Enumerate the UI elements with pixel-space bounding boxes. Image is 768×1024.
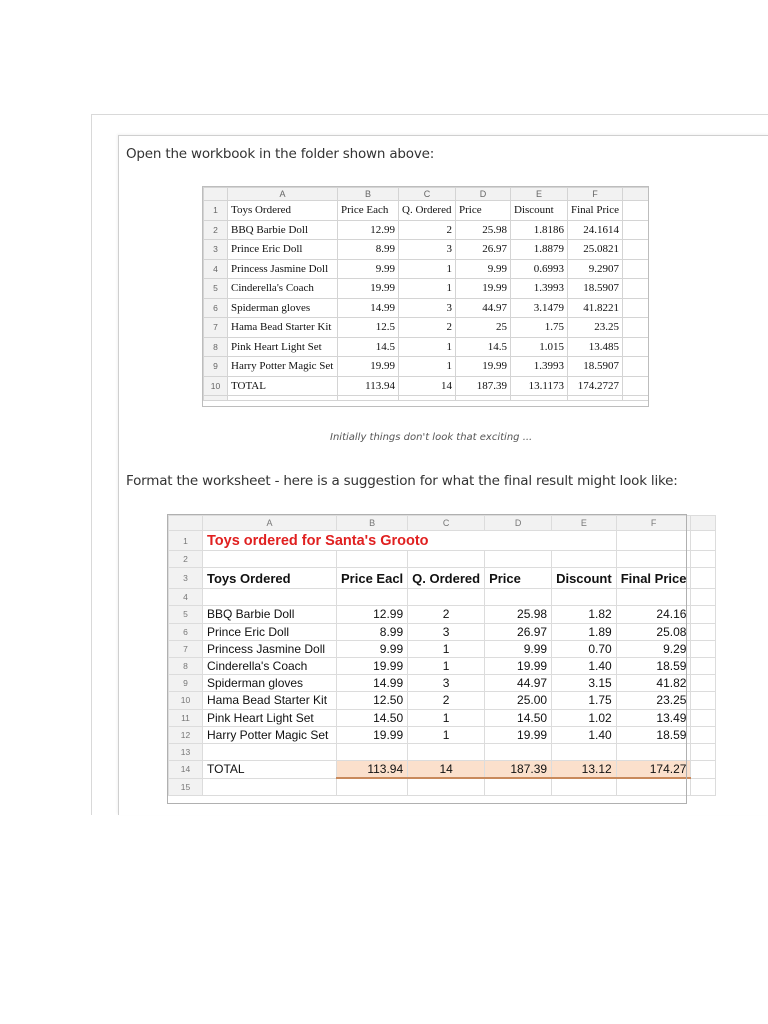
table-row — [169, 692, 716, 709]
cell[interactable]: 1.75 — [511, 318, 568, 338]
cell[interactable]: 9.2907 — [568, 259, 623, 279]
cell[interactable]: 19.99 — [338, 279, 399, 299]
cell[interactable] — [691, 623, 716, 640]
cell[interactable]: Harry Potter Magic Set — [203, 726, 337, 743]
cell[interactable]: Princess Jasmine Doll — [228, 259, 338, 279]
cell[interactable]: 44.97 — [456, 298, 511, 318]
cell[interactable]: 1.015 — [511, 337, 568, 357]
cell[interactable]: 14.5 — [338, 337, 399, 357]
cell[interactable]: 9.99 — [338, 259, 399, 279]
cell[interactable] — [408, 743, 485, 760]
cell[interactable]: 12.50 — [337, 692, 408, 709]
total-cell[interactable]: 13.12 — [552, 761, 617, 779]
cell[interactable]: 0.70 — [552, 640, 617, 657]
title-row — [169, 531, 716, 551]
table-row-empty — [169, 589, 716, 606]
total-cell[interactable]: 187.39 — [485, 761, 552, 779]
column-header[interactable]: F — [568, 188, 623, 201]
cell[interactable]: Princess Jasmine Doll — [203, 640, 337, 657]
cell[interactable]: Final Price — [568, 201, 623, 221]
row-number[interactable]: 10 — [169, 692, 203, 709]
cell[interactable]: Prince Eric Doll — [203, 623, 337, 640]
cell[interactable]: 9.99 — [485, 640, 552, 657]
row-number[interactable]: 8 — [204, 337, 228, 357]
cell[interactable]: 19.99 — [456, 279, 511, 299]
row-number[interactable]: 2 — [204, 220, 228, 240]
header-cell[interactable]: Q. Ordered — [408, 568, 485, 589]
cell[interactable]: 1.40 — [552, 657, 617, 674]
row-number[interactable]: 3 — [204, 240, 228, 260]
row-number[interactable]: 9 — [169, 675, 203, 692]
cell[interactable]: 12.5 — [338, 318, 399, 338]
row-number[interactable]: 1 — [204, 201, 228, 221]
cell[interactable]: 13.1173 — [511, 376, 568, 396]
cell[interactable]: 1 — [408, 640, 485, 657]
cell[interactable]: 1.40 — [552, 726, 617, 743]
header-row — [169, 568, 716, 589]
table-row-total — [204, 376, 649, 396]
cell[interactable]: 3 — [408, 623, 485, 640]
cell[interactable] — [623, 298, 649, 318]
corner-cell — [204, 188, 228, 201]
cell[interactable]: BBQ Barbie Doll — [203, 606, 337, 623]
cell[interactable]: TOTAL — [228, 376, 338, 396]
cell[interactable] — [203, 589, 337, 606]
unformatted-worksheet — [203, 187, 649, 401]
cell[interactable]: 24.1614 — [568, 220, 623, 240]
cell[interactable] — [616, 531, 691, 551]
cell — [338, 396, 399, 401]
cell[interactable]: 1.75 — [552, 692, 617, 709]
cell[interactable]: 1.82 — [552, 606, 617, 623]
header-cell[interactable]: Final Price — [616, 568, 691, 589]
cell[interactable]: 2 — [408, 606, 485, 623]
column-header[interactable]: A — [203, 516, 337, 531]
cell[interactable] — [623, 220, 649, 240]
total-cell[interactable]: 14 — [408, 761, 485, 779]
cell[interactable] — [691, 743, 716, 760]
cell[interactable] — [623, 240, 649, 260]
cell[interactable] — [485, 778, 552, 796]
cell[interactable]: 1 — [399, 259, 456, 279]
cell[interactable]: 18.5907 — [568, 357, 623, 377]
cell[interactable]: 2 — [408, 692, 485, 709]
formatted-worksheet — [168, 515, 716, 796]
cell[interactable] — [691, 709, 716, 726]
cell[interactable]: 12.99 — [337, 606, 408, 623]
row-number[interactable]: 14 — [169, 761, 203, 779]
table-row-empty — [169, 778, 716, 796]
instruction-format-worksheet: Format the worksheet - here is a suggestion for what the final result might look like: — [126, 473, 678, 489]
table-row — [204, 240, 649, 260]
cell[interactable] — [691, 551, 716, 568]
header-cell[interactable]: Price Eacl — [337, 568, 408, 589]
column-header[interactable]: D — [485, 516, 552, 531]
cell[interactable]: 44.97 — [485, 675, 552, 692]
cell[interactable] — [337, 743, 408, 760]
cell[interactable] — [552, 551, 617, 568]
column-header[interactable]: B — [337, 516, 408, 531]
cell[interactable] — [552, 778, 617, 796]
cell[interactable]: 25.98 — [485, 606, 552, 623]
cell[interactable]: 14 — [399, 376, 456, 396]
cell[interactable] — [408, 551, 485, 568]
cell[interactable]: 19.99 — [485, 726, 552, 743]
cell[interactable] — [616, 551, 691, 568]
cell[interactable] — [408, 778, 485, 796]
table-row — [169, 640, 716, 657]
row-number[interactable]: 6 — [169, 623, 203, 640]
row-number[interactable]: 7 — [169, 640, 203, 657]
row-number[interactable]: 3 — [169, 568, 203, 589]
cell[interactable]: 2 — [399, 220, 456, 240]
row-number[interactable]: 10 — [204, 376, 228, 396]
cell[interactable]: 41.8221 — [568, 298, 623, 318]
cell[interactable]: 0.6993 — [511, 259, 568, 279]
row-number[interactable]: 4 — [169, 589, 203, 606]
cell[interactable] — [552, 589, 617, 606]
cell — [228, 396, 338, 401]
column-header-row — [169, 516, 716, 531]
table-row — [169, 606, 716, 623]
cell[interactable] — [623, 337, 649, 357]
row-number[interactable]: 12 — [169, 726, 203, 743]
cell[interactable] — [337, 551, 408, 568]
cell[interactable] — [203, 551, 337, 568]
cell[interactable]: Prince Eric Doll — [228, 240, 338, 260]
cell[interactable]: 9.29 — [616, 640, 691, 657]
cell[interactable] — [691, 675, 716, 692]
cell[interactable]: 19.99 — [337, 657, 408, 674]
cell[interactable]: Price Each — [338, 201, 399, 221]
cell[interactable]: 1 — [399, 279, 456, 299]
cell[interactable]: Hama Bead Starter Kit — [228, 318, 338, 338]
cell[interactable]: 14.50 — [485, 709, 552, 726]
column-header[interactable]: E — [511, 188, 568, 201]
cell[interactable]: Spiderman gloves — [228, 298, 338, 318]
cell[interactable] — [485, 589, 552, 606]
cell[interactable] — [616, 589, 691, 606]
cell[interactable]: 25.00 — [485, 692, 552, 709]
cell[interactable] — [691, 778, 716, 796]
cell[interactable] — [337, 778, 408, 796]
table-row — [204, 201, 649, 221]
cell[interactable] — [691, 589, 716, 606]
column-header[interactable]: E — [552, 516, 617, 531]
cell[interactable]: 19.99 — [338, 357, 399, 377]
cell[interactable] — [623, 259, 649, 279]
row-number[interactable]: 15 — [169, 778, 203, 796]
cell[interactable]: 1.8186 — [511, 220, 568, 240]
cell[interactable]: 12.99 — [338, 220, 399, 240]
cell[interactable]: Cinderella's Coach — [228, 279, 338, 299]
cell[interactable] — [691, 657, 716, 674]
table-row-partial — [204, 396, 649, 401]
table-row — [169, 657, 716, 674]
cell[interactable]: 24.16 — [616, 606, 691, 623]
cell[interactable]: 3 — [408, 675, 485, 692]
cell — [456, 396, 511, 401]
cell[interactable]: 13.49 — [616, 709, 691, 726]
cell[interactable]: 1 — [408, 657, 485, 674]
cell — [623, 396, 649, 401]
cell[interactable]: 1 — [399, 357, 456, 377]
cell[interactable]: 1.89 — [552, 623, 617, 640]
column-header[interactable]: F — [616, 516, 691, 531]
row-number[interactable]: 1 — [169, 531, 203, 551]
cell[interactable]: 1 — [408, 709, 485, 726]
header-cell[interactable]: Discount — [552, 568, 617, 589]
cell[interactable]: Price — [456, 201, 511, 221]
cell[interactable] — [623, 318, 649, 338]
cell[interactable]: Cinderella's Coach — [203, 657, 337, 674]
cell[interactable]: 41.82 — [616, 675, 691, 692]
corner-cell — [169, 516, 203, 531]
total-cell[interactable]: 174.27 — [616, 761, 691, 779]
cell[interactable]: 3.15 — [552, 675, 617, 692]
table-row — [204, 259, 649, 279]
cell[interactable] — [691, 726, 716, 743]
cell[interactable]: Discount — [511, 201, 568, 221]
cell[interactable]: 8.99 — [337, 623, 408, 640]
cell[interactable]: 13.485 — [568, 337, 623, 357]
table-row — [204, 220, 649, 240]
cell[interactable]: Pink Heart Light Set — [203, 709, 337, 726]
cell[interactable] — [691, 761, 716, 779]
cell[interactable]: 174.2727 — [568, 376, 623, 396]
column-header-row — [204, 188, 649, 201]
cell[interactable] — [203, 743, 337, 760]
cell[interactable] — [691, 692, 716, 709]
cell — [511, 396, 568, 401]
cell[interactable]: Toys Ordered — [228, 201, 338, 221]
cell[interactable] — [623, 201, 649, 221]
cell[interactable]: 1 — [408, 726, 485, 743]
cell[interactable]: TOTAL — [203, 761, 337, 779]
cell[interactable] — [691, 568, 716, 589]
cell[interactable] — [485, 743, 552, 760]
cell[interactable]: 14.99 — [337, 675, 408, 692]
cell[interactable]: 9.99 — [337, 640, 408, 657]
header-cell[interactable]: Price — [485, 568, 552, 589]
table-row — [204, 298, 649, 318]
cell[interactable]: 18.5907 — [568, 279, 623, 299]
table-row — [169, 709, 716, 726]
cell[interactable]: 3.1479 — [511, 298, 568, 318]
cell[interactable]: 26.97 — [485, 623, 552, 640]
cell[interactable] — [691, 640, 716, 657]
column-header[interactable]: B — [338, 188, 399, 201]
cell[interactable]: 113.94 — [338, 376, 399, 396]
cell[interactable]: Harry Potter Magic Set — [228, 357, 338, 377]
cell[interactable]: 25 — [456, 318, 511, 338]
row-number[interactable]: 5 — [169, 606, 203, 623]
column-header-empty — [623, 188, 649, 201]
cell[interactable] — [337, 589, 408, 606]
cell[interactable] — [691, 531, 716, 551]
row-number[interactable]: 9 — [204, 357, 228, 377]
row-number[interactable]: 8 — [169, 657, 203, 674]
row-number-cut — [204, 396, 228, 401]
cell[interactable] — [623, 279, 649, 299]
cell[interactable]: 1.02 — [552, 709, 617, 726]
table-row — [169, 623, 716, 640]
row-number[interactable]: 4 — [204, 259, 228, 279]
row-number[interactable]: 13 — [169, 743, 203, 760]
cell[interactable]: Spiderman gloves — [203, 675, 337, 692]
table-row — [169, 675, 716, 692]
cell[interactable]: 3 — [399, 298, 456, 318]
cell[interactable] — [616, 778, 691, 796]
cell[interactable]: 26.97 — [456, 240, 511, 260]
cell[interactable]: 1 — [399, 337, 456, 357]
cell[interactable]: Hama Bead Starter Kit — [203, 692, 337, 709]
row-number[interactable]: 5 — [204, 279, 228, 299]
instruction-open-workbook: Open the workbook in the folder shown above: — [126, 146, 435, 162]
cell[interactable]: 8.99 — [338, 240, 399, 260]
cell[interactable] — [691, 606, 716, 623]
cell[interactable]: 18.59 — [616, 657, 691, 674]
total-cell[interactable]: 113.94 — [337, 761, 408, 779]
table-row — [204, 318, 649, 338]
cell[interactable]: 14.99 — [338, 298, 399, 318]
header-cell[interactable]: Toys Ordered — [203, 568, 337, 589]
table-row — [204, 337, 649, 357]
column-header[interactable]: D — [456, 188, 511, 201]
table-row-total — [169, 761, 716, 779]
cell[interactable]: 19.99 — [337, 726, 408, 743]
row-number[interactable]: 11 — [169, 709, 203, 726]
table-row — [204, 357, 649, 377]
cell[interactable]: 19.99 — [485, 657, 552, 674]
cell[interactable]: 187.39 — [456, 376, 511, 396]
cell[interactable] — [552, 743, 617, 760]
cell[interactable]: Q. Ordered — [399, 201, 456, 221]
table-row-empty — [169, 551, 716, 568]
cell[interactable]: 23.25 — [616, 692, 691, 709]
row-number[interactable]: 2 — [169, 551, 203, 568]
cell — [568, 396, 623, 401]
row-number[interactable]: 7 — [204, 318, 228, 338]
cell — [399, 396, 456, 401]
cell[interactable]: 9.99 — [456, 259, 511, 279]
table-row — [169, 726, 716, 743]
sheet-title[interactable]: Toys ordered for Santa's Grooto — [203, 531, 552, 551]
cell[interactable] — [408, 589, 485, 606]
caption: Initially things don't look that exciting ... — [330, 432, 533, 443]
cell[interactable]: 1.3993 — [511, 279, 568, 299]
cell[interactable] — [552, 531, 617, 551]
cell[interactable] — [485, 551, 552, 568]
column-header-empty — [691, 516, 716, 531]
cell[interactable]: 19.99 — [456, 357, 511, 377]
cell[interactable]: 23.25 — [568, 318, 623, 338]
column-header[interactable]: C — [399, 188, 456, 201]
cell[interactable]: 2 — [399, 318, 456, 338]
table-row — [204, 279, 649, 299]
cell[interactable]: 1.8879 — [511, 240, 568, 260]
cell[interactable]: 14.5 — [456, 337, 511, 357]
cell[interactable]: 14.50 — [337, 709, 408, 726]
cell[interactable] — [203, 778, 337, 796]
cell[interactable]: 18.59 — [616, 726, 691, 743]
column-header[interactable]: A — [228, 188, 338, 201]
table-row-empty — [169, 743, 716, 760]
cell[interactable]: Pink Heart Light Set — [228, 337, 338, 357]
cell[interactable]: 25.0821 — [568, 240, 623, 260]
cell[interactable] — [616, 743, 691, 760]
cell[interactable] — [623, 357, 649, 377]
row-number[interactable]: 6 — [204, 298, 228, 318]
column-header[interactable]: C — [408, 516, 485, 531]
cell[interactable]: 1.3993 — [511, 357, 568, 377]
cell[interactable]: 25.08 — [616, 623, 691, 640]
cell[interactable]: 3 — [399, 240, 456, 260]
cell[interactable]: BBQ Barbie Doll — [228, 220, 338, 240]
cell[interactable] — [623, 376, 649, 396]
cell[interactable]: 25.98 — [456, 220, 511, 240]
